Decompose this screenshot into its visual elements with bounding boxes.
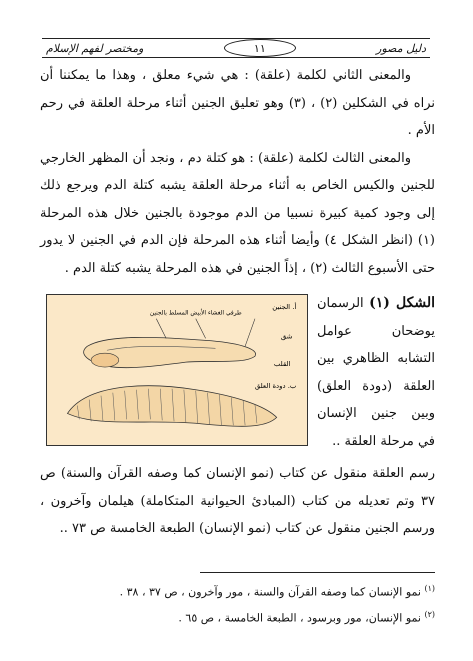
label-leech: ب. دودة العلق [254, 381, 297, 390]
figure-caption-title: الشكل (١) [369, 295, 435, 311]
label-shaft: شق [280, 332, 293, 341]
footnote-mark: (٢) [424, 609, 435, 619]
embryo-leech-drawing [47, 295, 307, 445]
footnote-text: نمو الإنسان، مور وبرسود ، الطبعة الخامسة ، ص ٦٥ . [178, 611, 421, 625]
figure-source-note: رسم العلقة منقول عن كتاب (نمو الإنسان كما وصفه القرآن والسنة) ص ٣٧ وتم تعديله من كتاب (المبادئ الحيوانية المتكاملة) هيلمان وآخرون ، ورسم الجنين منقول عن كتاب (نمو الإنسان) الطبعة الخامسة ص ٧٣ .. [40, 466, 435, 536]
header-right-title: دليل مصور [376, 41, 426, 55]
figure-caption [317, 290, 435, 455]
footnote [40, 578, 435, 604]
label-top: طرفي الغشاء الأبيض المسلط بالجنين [149, 310, 242, 317]
paragraph: والمعنى الثالث لكلمة (علقة) : هو كتلة دم ، ونجد أن المظهر الخارجي للجنين والكيس الخاص به أثناء مرحلة العلقة يشبه كتلة الدم ويرجع ذلك إلى وجود كمية كبيرة نسبيا من الدم موجودة بالجنين خلال هذه المرحلة (١) (انظر الشكل ٤) وأيضا أثناء هذه المرحلة فإن الدم في الجنين لا يدور حتى الأسبوع الثالث (٢) ، إذاً الجنين في هذه المرحلة يشبه كتلة الدم . [40, 150, 435, 276]
label-embryo: أ. الجنين [272, 302, 297, 311]
footnote-text: نمو الإنسان كما وصفه القرآن والسنة ، مور وآخرون ، ص ٣٧ ، ٣٨ . [119, 585, 421, 599]
figure-caption-text: الرسمان يوضحان عوامل التشابه الظاهري بين العلقة (دودة العلق) وبين جنين الإنسان في مرحلة العلقة .. [317, 296, 435, 449]
embryo-heart [91, 353, 119, 367]
body-text [40, 62, 435, 282]
paragraph: والمعنى الثاني لكلمة (علقة) : هي شيء معلق ، وهذا ما يمكننا أن نراه في الشكلين (٢) ، (٣) وهو تعليق الجنين أثناء مرحلة العلقة في رحم الأم . [40, 68, 435, 138]
running-header [42, 38, 430, 58]
footnote-mark: (١) [424, 584, 435, 593]
figure-section [40, 290, 435, 450]
label-heart: القلب [273, 360, 291, 369]
footnote-divider [200, 572, 435, 573]
footnotes [40, 578, 435, 629]
page-number: ١١ [224, 39, 296, 57]
footnote [40, 604, 435, 630]
header-left-title: ومختصر لفهم الإسلام [46, 41, 144, 55]
figure-image [46, 294, 308, 446]
